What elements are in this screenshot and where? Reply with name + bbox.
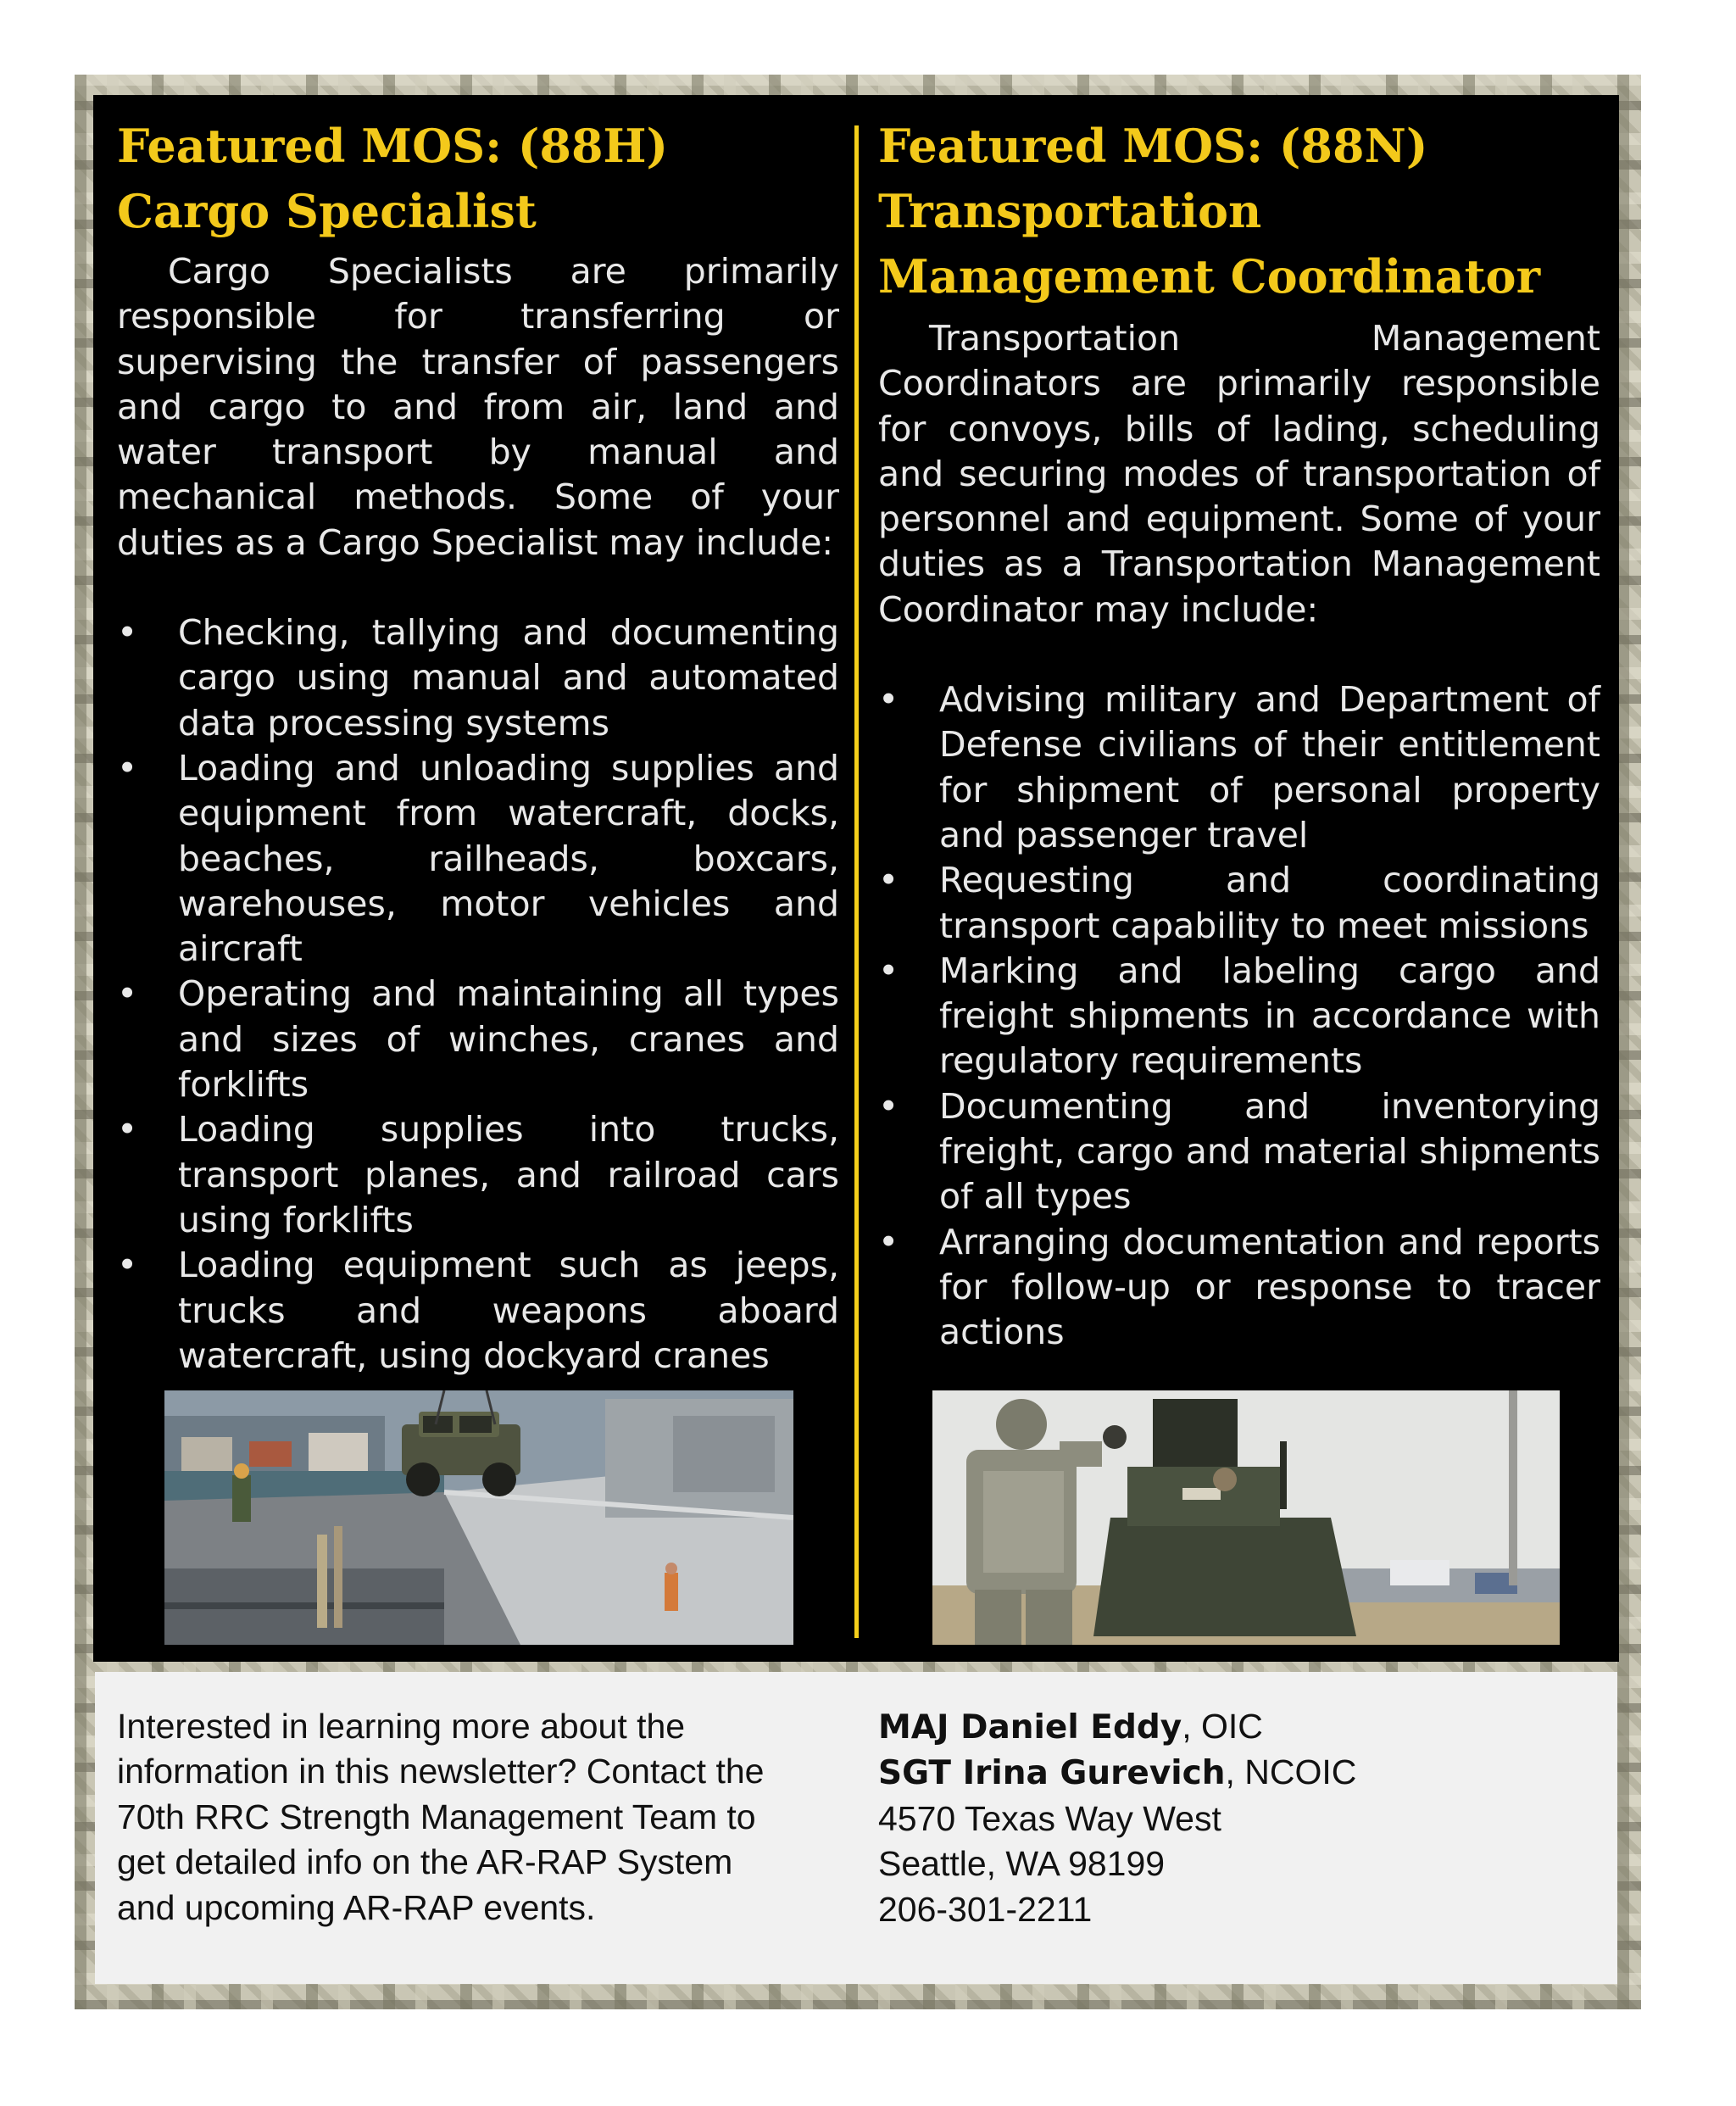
column-divider [854,125,859,1638]
heading-line: Management Coordinator [878,249,1541,304]
ncoic-line [878,1750,1573,1796]
bullet-icon: • [117,747,138,788]
bullet-icon: • [117,1245,138,1286]
bullet-icon: • [117,612,138,654]
list-item [117,1107,839,1243]
ncoic-name: SGT Irina Gurevich [878,1754,1226,1793]
duty-text: Loading supplies into trucks, transport planes, and railroad cars using forklifts [178,1109,839,1240]
address-line-2: Seattle, WA 98199 [878,1844,1166,1884]
bullet-icon: • [117,1109,138,1150]
list-item [878,1220,1600,1356]
heading-line: Cargo Specialist [117,184,537,238]
mos-88h-duties-list [117,610,839,1379]
duty-text: Loading equipment such as jeeps, trucks and weapons aboard watercraft, using dockyard cranes [178,1245,839,1376]
duty-text: Operating and maintaining all types and sizes of winches, cranes and forklifts [178,973,839,1106]
list-item [878,949,1600,1084]
duty-text: Marking and labeling cargo and freight shipments in accordance with regulatory requirements [939,950,1600,1082]
cargo-loading-photo [164,1390,793,1645]
bullet-icon: • [878,679,899,721]
bullet-icon: • [878,950,899,991]
mos-88h-heading [117,114,839,244]
convoy-vehicle-illustration [932,1390,1560,1645]
oic-role: , OIC [1182,1707,1263,1746]
bullet-icon: • [878,860,899,901]
mos-88n-duties-list [878,677,1600,1355]
heading-line: Featured MOS: (88N) [878,119,1428,173]
footer-info-line: 70th RRC Strength Management Team to [117,1797,756,1836]
mos-88n-column [878,114,1600,1356]
duty-text: Checking, tallying and documenting cargo using manual and automated data processing systems [178,612,839,744]
convoy-vehicle-photo [932,1390,1560,1645]
list-item [117,1243,839,1379]
mos-88h-column [117,114,839,1379]
duty-text: Loading and unloading supplies and equipment from watercraft, docks, beaches, railheads, boxcars, warehouses, motor vehicles and aircraft [178,747,839,970]
mos-88h-intro: Cargo Specialists are primarily responsible for transferring or supervising the transfer of passengers and cargo to and from air, land and water transport by manual and mechanical methods. Some of your duties as a Cargo Specialist may include: [117,251,839,563]
list-item [878,858,1600,949]
list-item [117,746,839,972]
phone-number: 206-301-2211 [878,1889,1093,1929]
bullet-icon: • [878,1221,899,1262]
duty-text: Advising military and Department of Defense civilians of their entitlement for shipment of personal property and passenger travel [939,679,1600,855]
footer-info-line: information in this newsletter? Contact the [117,1752,765,1791]
footer-info-line: and upcoming AR-RAP events. [117,1887,596,1927]
duty-text: Requesting and coordinating transport capability to meet missions [939,860,1600,946]
list-item [117,610,839,746]
footer-info-line: Interested in learning more about the [117,1707,686,1746]
address-line-1: 4570 Texas Way West [878,1798,1221,1838]
featured-mos-panel [93,95,1619,1662]
duty-text: Documenting and inventorying freight, cargo and material shipments of all types [939,1085,1600,1217]
heading-line: Featured MOS: (88H) [117,119,669,173]
list-item [878,1084,1600,1220]
contact-footer [95,1672,1617,1984]
bullet-icon: • [878,1085,899,1127]
contact-block [878,1704,1573,1932]
footer-info-line: get detailed info on the AR-RAP System [117,1842,733,1882]
ncoic-role: , NCOIC [1225,1752,1357,1792]
cargo-loading-illustration [164,1390,793,1645]
duty-text: Arranging documentation and reports for follow-up or response to tracer actions [939,1221,1600,1353]
footer-info-text [117,1704,854,1930]
mos-88n-intro: Transportation Management Coordinators are primarily responsible for convoys, bills of lading, scheduling and securing modes of transportation of personnel and equipment. Some of your duties as a Transportation Management Coordinator may include: [878,318,1600,630]
list-item [117,972,839,1107]
bullet-icon: • [117,973,138,1015]
heading-line: Transportation [878,184,1262,238]
oic-name: MAJ Daniel Eddy [878,1708,1182,1747]
list-item [878,677,1600,858]
oic-line [878,1704,1573,1750]
mos-88n-heading [878,114,1600,309]
